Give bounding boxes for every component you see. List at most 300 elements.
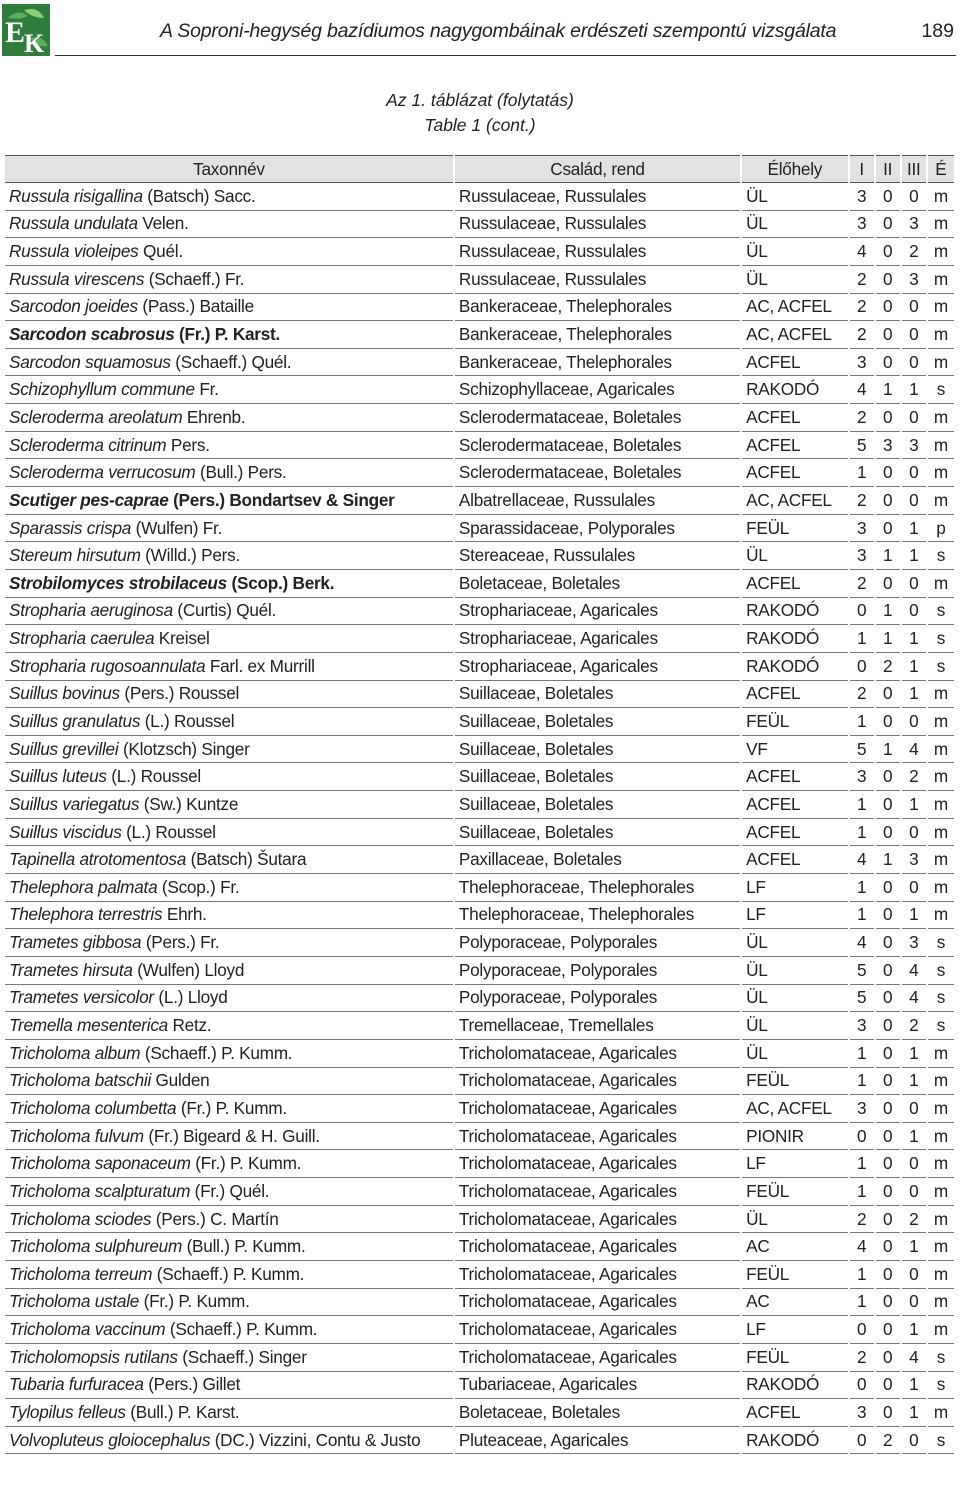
value-iii-cell: 0 bbox=[902, 598, 926, 626]
author-citation: Ehrh. bbox=[162, 904, 207, 925]
value-iii-cell: 0 bbox=[902, 1261, 926, 1289]
table-row bbox=[5, 1289, 954, 1317]
value-i-cell: 1 bbox=[850, 1068, 874, 1096]
species-name: Stropharia aeruginosa bbox=[9, 600, 173, 621]
value-i-cell: 1 bbox=[850, 1040, 874, 1068]
family-cell: Russulaceae, Russulales bbox=[455, 238, 740, 266]
value-ii-cell: 0 bbox=[876, 1344, 900, 1372]
value-i-cell: 2 bbox=[850, 1344, 874, 1372]
value-iii-cell: 1 bbox=[902, 1372, 926, 1400]
habitat-cell: ÜL bbox=[742, 1206, 847, 1234]
table-row bbox=[5, 902, 954, 930]
taxon-name-cell bbox=[5, 846, 453, 874]
habitat-cell: AC, ACFEL bbox=[742, 321, 847, 349]
taxon-name-cell bbox=[5, 542, 453, 570]
value-iii-cell: 0 bbox=[902, 1289, 926, 1317]
value-ii-cell: 0 bbox=[876, 1289, 900, 1317]
species-name: Tricholoma batschii bbox=[9, 1070, 152, 1091]
species-name: Scutiger pes-caprae bbox=[9, 489, 169, 510]
value-e-cell: m bbox=[928, 1316, 954, 1344]
value-iii-cell: 0 bbox=[902, 294, 926, 322]
family-cell: Boletaceae, Boletales bbox=[455, 570, 740, 598]
value-iii-cell: 1 bbox=[902, 1068, 926, 1096]
family-cell: Strophariaceae, Agaricales bbox=[455, 653, 740, 681]
species-name: Scleroderma citrinum bbox=[9, 434, 167, 455]
family-cell: Polyporaceae, Polyporales bbox=[455, 957, 740, 985]
value-ii-cell: 1 bbox=[876, 376, 900, 404]
author-citation: (L.) Roussel bbox=[121, 821, 216, 842]
author-citation: (Bull.) Pers. bbox=[195, 462, 287, 483]
author-citation: (Pers.) Bondartsev & Singer bbox=[168, 489, 395, 510]
author-citation: (Bull.) P. Karst. bbox=[125, 1402, 240, 1422]
table-row bbox=[5, 681, 954, 709]
value-e-cell: m bbox=[928, 1095, 954, 1123]
value-i-cell: 5 bbox=[850, 432, 874, 460]
taxon-name-cell bbox=[5, 266, 453, 294]
column-header-e: É bbox=[928, 155, 954, 183]
taxon-name-cell bbox=[5, 321, 453, 349]
value-e-cell: m bbox=[928, 846, 954, 874]
value-i-cell: 5 bbox=[850, 736, 874, 764]
family-cell: Russulaceae, Russulales bbox=[455, 183, 740, 211]
value-iii-cell: 3 bbox=[902, 432, 926, 460]
habitat-cell: ACFEL bbox=[742, 681, 847, 709]
table-row bbox=[5, 957, 954, 985]
habitat-cell: ÜL bbox=[742, 957, 847, 985]
value-ii-cell: 0 bbox=[876, 487, 900, 515]
author-citation: (Schaeff.) P. Kumm. bbox=[165, 1319, 318, 1340]
value-i-cell: 0 bbox=[850, 1316, 874, 1344]
value-e-cell: s bbox=[928, 1012, 954, 1040]
species-name: Tricholoma vaccinum bbox=[9, 1319, 166, 1340]
value-ii-cell: 0 bbox=[876, 1399, 900, 1427]
value-i-cell: 0 bbox=[850, 1123, 874, 1151]
species-name: Tricholoma saponaceum bbox=[9, 1153, 191, 1174]
table-row bbox=[5, 294, 954, 322]
habitat-cell: RAKODÓ bbox=[742, 1427, 847, 1455]
page-header bbox=[0, 0, 960, 62]
species-name: Sarcodon scabrosus bbox=[9, 324, 175, 345]
taxon-name-cell bbox=[5, 1123, 453, 1151]
table-row bbox=[5, 321, 954, 349]
taxon-name-cell bbox=[5, 1012, 453, 1040]
species-name: Stropharia rugosoannulata bbox=[9, 655, 206, 676]
family-cell: Sparassidaceae, Polyporales bbox=[455, 515, 740, 543]
author-citation: (Pers.) C. Martín bbox=[151, 1208, 279, 1229]
table-row bbox=[5, 183, 954, 211]
taxon-name-cell bbox=[5, 819, 453, 847]
value-i-cell: 4 bbox=[850, 238, 874, 266]
species-name: Suillus granulatus bbox=[9, 710, 141, 731]
habitat-cell: ACFEL bbox=[742, 404, 847, 432]
species-name: Scleroderma areolatum bbox=[9, 406, 183, 427]
table-row bbox=[5, 929, 954, 957]
species-name: Tricholoma ustale bbox=[9, 1291, 140, 1312]
value-iii-cell: 2 bbox=[902, 1012, 926, 1040]
value-ii-cell: 0 bbox=[876, 874, 900, 902]
species-name: Stereum hirsutum bbox=[9, 545, 141, 566]
value-ii-cell: 0 bbox=[876, 1233, 900, 1261]
value-ii-cell: 0 bbox=[876, 985, 900, 1013]
habitat-cell: ACFEL bbox=[742, 763, 847, 791]
author-citation: (Batsch) Sacc. bbox=[142, 185, 256, 206]
habitat-cell: ÜL bbox=[742, 211, 847, 239]
habitat-cell: FEÜL bbox=[742, 1068, 847, 1096]
table-header-row bbox=[5, 155, 954, 183]
author-citation: (Pers.) Gillet bbox=[143, 1374, 241, 1395]
journal-logo bbox=[2, 4, 50, 56]
value-e-cell: m bbox=[928, 238, 954, 266]
taxon-name-cell bbox=[5, 1233, 453, 1261]
species-name: Volvopluteus gloiocephalus bbox=[9, 1429, 211, 1450]
taxon-name-cell bbox=[5, 1178, 453, 1206]
species-name: Trametes gibbosa bbox=[9, 932, 142, 953]
value-e-cell: m bbox=[928, 819, 954, 847]
value-i-cell: 4 bbox=[850, 929, 874, 957]
column-header-family: Család, rend bbox=[455, 155, 740, 183]
taxon-name-cell bbox=[5, 957, 453, 985]
table-row bbox=[5, 1372, 954, 1400]
author-citation: (Pers.) Fr. bbox=[141, 932, 220, 953]
taxon-name-cell bbox=[5, 1095, 453, 1123]
value-i-cell: 2 bbox=[850, 321, 874, 349]
taxon-name-cell bbox=[5, 1316, 453, 1344]
value-iii-cell: 4 bbox=[902, 957, 926, 985]
taxon-name-cell bbox=[5, 1289, 453, 1317]
habitat-cell: ÜL bbox=[742, 266, 847, 294]
taxon-name-cell bbox=[5, 459, 453, 487]
value-iii-cell: 1 bbox=[902, 376, 926, 404]
value-e-cell: m bbox=[928, 791, 954, 819]
value-iii-cell: 2 bbox=[902, 238, 926, 266]
value-e-cell: s bbox=[928, 542, 954, 570]
family-cell: Tricholomataceae, Agaricales bbox=[455, 1178, 740, 1206]
family-cell: Tricholomataceae, Agaricales bbox=[455, 1344, 740, 1372]
family-cell: Suillaceae, Boletales bbox=[455, 791, 740, 819]
habitat-cell: RAKODÓ bbox=[742, 625, 847, 653]
species-name: Scleroderma verrucosum bbox=[9, 462, 196, 483]
author-citation: (Fr.) P. Kumm. bbox=[176, 1097, 287, 1118]
species-name: Russula violeipes bbox=[9, 241, 139, 262]
value-iii-cell: 0 bbox=[902, 819, 926, 847]
species-name: Tricholoma terreum bbox=[9, 1263, 153, 1284]
value-iii-cell: 0 bbox=[902, 459, 926, 487]
species-name: Russula undulata bbox=[9, 213, 138, 234]
author-citation: Retz. bbox=[167, 1015, 212, 1036]
taxon-name-cell bbox=[5, 598, 453, 626]
author-citation: (Fr.) P. Karst. bbox=[174, 324, 281, 345]
family-cell: Strophariaceae, Agaricales bbox=[455, 625, 740, 653]
value-e-cell: m bbox=[928, 294, 954, 322]
habitat-cell: ACFEL bbox=[742, 432, 847, 460]
taxon-name-cell bbox=[5, 1040, 453, 1068]
value-iii-cell: 2 bbox=[902, 763, 926, 791]
habitat-cell: FEÜL bbox=[742, 708, 847, 736]
value-ii-cell: 0 bbox=[876, 294, 900, 322]
value-ii-cell: 1 bbox=[876, 846, 900, 874]
value-e-cell: m bbox=[928, 432, 954, 460]
table-row bbox=[5, 211, 954, 239]
family-cell: Polyporaceae, Polyporales bbox=[455, 985, 740, 1013]
value-e-cell: s bbox=[928, 985, 954, 1013]
value-i-cell: 2 bbox=[850, 1206, 874, 1234]
value-i-cell: 4 bbox=[850, 376, 874, 404]
value-iii-cell: 1 bbox=[902, 1316, 926, 1344]
value-i-cell: 1 bbox=[850, 819, 874, 847]
value-i-cell: 1 bbox=[850, 1289, 874, 1317]
value-iii-cell: 3 bbox=[902, 211, 926, 239]
author-citation: (Schaeff.) P. Kumm. bbox=[152, 1263, 305, 1284]
taxon-name-cell bbox=[5, 211, 453, 239]
taxon-name-cell bbox=[5, 349, 453, 377]
value-i-cell: 1 bbox=[850, 1261, 874, 1289]
table-row bbox=[5, 1206, 954, 1234]
taxon-name-cell bbox=[5, 487, 453, 515]
value-iii-cell: 0 bbox=[902, 487, 926, 515]
value-e-cell: s bbox=[928, 625, 954, 653]
habitat-cell: ACFEL bbox=[742, 459, 847, 487]
habitat-cell: ACFEL bbox=[742, 791, 847, 819]
author-citation: (Willd.) Pers. bbox=[140, 545, 241, 566]
habitat-cell: RAKODÓ bbox=[742, 1372, 847, 1400]
family-cell: Suillaceae, Boletales bbox=[455, 708, 740, 736]
value-e-cell: m bbox=[928, 1178, 954, 1206]
value-e-cell: s bbox=[928, 653, 954, 681]
taxon-name-cell bbox=[5, 376, 453, 404]
value-iii-cell: 1 bbox=[902, 1399, 926, 1427]
value-i-cell: 5 bbox=[850, 985, 874, 1013]
value-e-cell: m bbox=[928, 736, 954, 764]
value-iii-cell: 1 bbox=[902, 542, 926, 570]
value-i-cell: 2 bbox=[850, 681, 874, 709]
table-row bbox=[5, 653, 954, 681]
species-name: Russula virescens bbox=[9, 268, 145, 289]
species-name: Stropharia caerulea bbox=[9, 628, 155, 649]
value-ii-cell: 0 bbox=[876, 1316, 900, 1344]
value-i-cell: 2 bbox=[850, 404, 874, 432]
value-e-cell: m bbox=[928, 266, 954, 294]
value-iii-cell: 1 bbox=[902, 791, 926, 819]
family-cell: Bankeraceae, Thelephorales bbox=[455, 321, 740, 349]
author-citation: (Schaeff.) Singer bbox=[177, 1346, 307, 1367]
value-ii-cell: 0 bbox=[876, 929, 900, 957]
table-row bbox=[5, 874, 954, 902]
author-citation: (DC.) Vizzini, Contu & Justo bbox=[210, 1429, 421, 1450]
value-iii-cell: 1 bbox=[902, 902, 926, 930]
species-name: Sarcodon joeides bbox=[9, 296, 138, 317]
author-citation: (Klotzsch) Singer bbox=[118, 738, 250, 759]
taxon-name-cell bbox=[5, 1068, 453, 1096]
author-citation: (Wulfen) Lloyd bbox=[132, 959, 245, 980]
value-ii-cell: 0 bbox=[876, 1372, 900, 1400]
value-e-cell: m bbox=[928, 1040, 954, 1068]
value-i-cell: 5 bbox=[850, 957, 874, 985]
value-e-cell: m bbox=[928, 902, 954, 930]
value-iii-cell: 4 bbox=[902, 985, 926, 1013]
family-cell: Bankeraceae, Thelephorales bbox=[455, 294, 740, 322]
table-row bbox=[5, 763, 954, 791]
value-iii-cell: 0 bbox=[902, 404, 926, 432]
species-name: Tricholoma scalpturatum bbox=[9, 1180, 191, 1201]
value-ii-cell: 0 bbox=[876, 349, 900, 377]
value-ii-cell: 0 bbox=[876, 957, 900, 985]
species-name: Sparassis crispa bbox=[9, 517, 132, 538]
value-i-cell: 4 bbox=[850, 1233, 874, 1261]
habitat-cell: ÜL bbox=[742, 542, 847, 570]
value-e-cell: s bbox=[928, 957, 954, 985]
table-row bbox=[5, 1233, 954, 1261]
taxon-name-cell bbox=[5, 681, 453, 709]
habitat-cell: ÜL bbox=[742, 183, 847, 211]
svg-text:E: E bbox=[5, 16, 26, 49]
value-e-cell: m bbox=[928, 874, 954, 902]
taxon-name-cell bbox=[5, 570, 453, 598]
table-row bbox=[5, 736, 954, 764]
value-e-cell: m bbox=[928, 183, 954, 211]
habitat-cell: VF bbox=[742, 736, 847, 764]
species-name: Tricholoma album bbox=[9, 1042, 141, 1063]
family-cell: Tricholomataceae, Agaricales bbox=[455, 1068, 740, 1096]
table-row bbox=[5, 708, 954, 736]
habitat-cell: RAKODÓ bbox=[742, 376, 847, 404]
habitat-cell: AC, ACFEL bbox=[742, 1095, 847, 1123]
family-cell: Russulaceae, Russulales bbox=[455, 211, 740, 239]
table-row bbox=[5, 791, 954, 819]
taxon-name-cell bbox=[5, 432, 453, 460]
header-rule bbox=[55, 55, 956, 56]
value-ii-cell: 1 bbox=[876, 542, 900, 570]
habitat-cell: ÜL bbox=[742, 238, 847, 266]
family-cell: Suillaceae, Boletales bbox=[455, 763, 740, 791]
author-citation: Farl. ex Murrill bbox=[205, 655, 315, 676]
value-e-cell: m bbox=[928, 763, 954, 791]
value-e-cell: m bbox=[928, 487, 954, 515]
value-iii-cell: 0 bbox=[902, 1095, 926, 1123]
value-iii-cell: 3 bbox=[902, 929, 926, 957]
value-i-cell: 1 bbox=[850, 1178, 874, 1206]
value-i-cell: 0 bbox=[850, 653, 874, 681]
family-cell: Russulaceae, Russulales bbox=[455, 266, 740, 294]
value-e-cell: s bbox=[928, 1344, 954, 1372]
species-name: Russula risigallina bbox=[9, 185, 143, 206]
value-i-cell: 0 bbox=[850, 598, 874, 626]
value-iii-cell: 1 bbox=[902, 1233, 926, 1261]
value-ii-cell: 0 bbox=[876, 266, 900, 294]
author-citation: Gulden bbox=[151, 1070, 210, 1091]
family-cell: Strophariaceae, Agaricales bbox=[455, 598, 740, 626]
value-iii-cell: 0 bbox=[902, 570, 926, 598]
family-cell: Tricholomataceae, Agaricales bbox=[455, 1206, 740, 1234]
value-ii-cell: 0 bbox=[876, 404, 900, 432]
species-name: Suillus grevillei bbox=[9, 738, 119, 759]
habitat-cell: ÜL bbox=[742, 985, 847, 1013]
taxon-name-cell bbox=[5, 1399, 453, 1427]
habitat-cell: ACFEL bbox=[742, 349, 847, 377]
habitat-cell: AC bbox=[742, 1289, 847, 1317]
value-iii-cell: 1 bbox=[902, 681, 926, 709]
family-cell: Tricholomataceae, Agaricales bbox=[455, 1233, 740, 1261]
table-body bbox=[5, 183, 954, 1454]
table-row bbox=[5, 1399, 954, 1427]
value-i-cell: 2 bbox=[850, 570, 874, 598]
taxon-name-cell bbox=[5, 929, 453, 957]
habitat-cell: RAKODÓ bbox=[742, 598, 847, 626]
author-citation: (Schaeff.) P. Kumm. bbox=[140, 1042, 293, 1063]
value-ii-cell: 0 bbox=[876, 1178, 900, 1206]
habitat-cell: FEÜL bbox=[742, 1344, 847, 1372]
species-name: Thelephora palmata bbox=[9, 876, 158, 897]
family-cell: Stereaceae, Russulales bbox=[455, 542, 740, 570]
species-name: Trametes hirsuta bbox=[9, 959, 133, 980]
table-row bbox=[5, 459, 954, 487]
value-e-cell: s bbox=[928, 1427, 954, 1455]
habitat-cell: PIONIR bbox=[742, 1123, 847, 1151]
family-cell: Albatrellaceae, Russulales bbox=[455, 487, 740, 515]
taxon-name-cell bbox=[5, 1206, 453, 1234]
table-row bbox=[5, 1012, 954, 1040]
family-cell: Tricholomataceae, Agaricales bbox=[455, 1150, 740, 1178]
author-citation: (L.) Roussel bbox=[140, 710, 235, 731]
species-name: Tricholoma columbetta bbox=[9, 1097, 177, 1118]
value-iii-cell: 0 bbox=[902, 1178, 926, 1206]
value-iii-cell: 1 bbox=[902, 1040, 926, 1068]
author-citation: (Fr.) P. Kumm. bbox=[139, 1291, 250, 1312]
running-title: A Soproni-hegység bazídiumos nagygombáinak erdészeti szempontú vizsgálata bbox=[160, 20, 837, 42]
taxon-name-cell bbox=[5, 736, 453, 764]
family-cell: Tricholomataceae, Agaricales bbox=[455, 1261, 740, 1289]
species-name: Tubaria furfuracea bbox=[9, 1374, 144, 1395]
value-ii-cell: 0 bbox=[876, 515, 900, 543]
value-ii-cell: 1 bbox=[876, 625, 900, 653]
value-i-cell: 2 bbox=[850, 266, 874, 294]
table-row bbox=[5, 598, 954, 626]
author-citation: (L.) Roussel bbox=[106, 766, 201, 787]
value-e-cell: m bbox=[928, 1068, 954, 1096]
value-i-cell: 3 bbox=[850, 183, 874, 211]
value-i-cell: 3 bbox=[850, 1095, 874, 1123]
habitat-cell: ACFEL bbox=[742, 1399, 847, 1427]
table-row bbox=[5, 625, 954, 653]
value-ii-cell: 0 bbox=[876, 1095, 900, 1123]
value-i-cell: 1 bbox=[850, 791, 874, 819]
author-citation: (L.) Lloyd bbox=[153, 987, 228, 1008]
author-citation: Pers. bbox=[166, 434, 210, 455]
value-ii-cell: 2 bbox=[876, 1427, 900, 1455]
author-citation: (Fr.) Quél. bbox=[190, 1180, 270, 1201]
table-row bbox=[5, 1095, 954, 1123]
value-iii-cell: 0 bbox=[902, 321, 926, 349]
value-e-cell: s bbox=[928, 929, 954, 957]
table-row bbox=[5, 238, 954, 266]
taxon-name-cell bbox=[5, 404, 453, 432]
species-name: Schizophyllum commune bbox=[9, 379, 195, 400]
table-row bbox=[5, 542, 954, 570]
value-e-cell: s bbox=[928, 376, 954, 404]
table-row bbox=[5, 819, 954, 847]
table-row bbox=[5, 487, 954, 515]
value-i-cell: 1 bbox=[850, 902, 874, 930]
taxon-name-cell bbox=[5, 791, 453, 819]
family-cell: Bankeraceae, Thelephorales bbox=[455, 349, 740, 377]
value-iii-cell: 1 bbox=[902, 1123, 926, 1151]
family-cell: Paxillaceae, Boletales bbox=[455, 846, 740, 874]
species-name: Tricholomopsis rutilans bbox=[9, 1346, 178, 1367]
value-ii-cell: 0 bbox=[876, 1261, 900, 1289]
family-cell: Tricholomataceae, Agaricales bbox=[455, 1289, 740, 1317]
species-name: Tylopilus felleus bbox=[9, 1402, 126, 1422]
family-cell: Polyporaceae, Polyporales bbox=[455, 929, 740, 957]
value-i-cell: 0 bbox=[850, 1372, 874, 1400]
